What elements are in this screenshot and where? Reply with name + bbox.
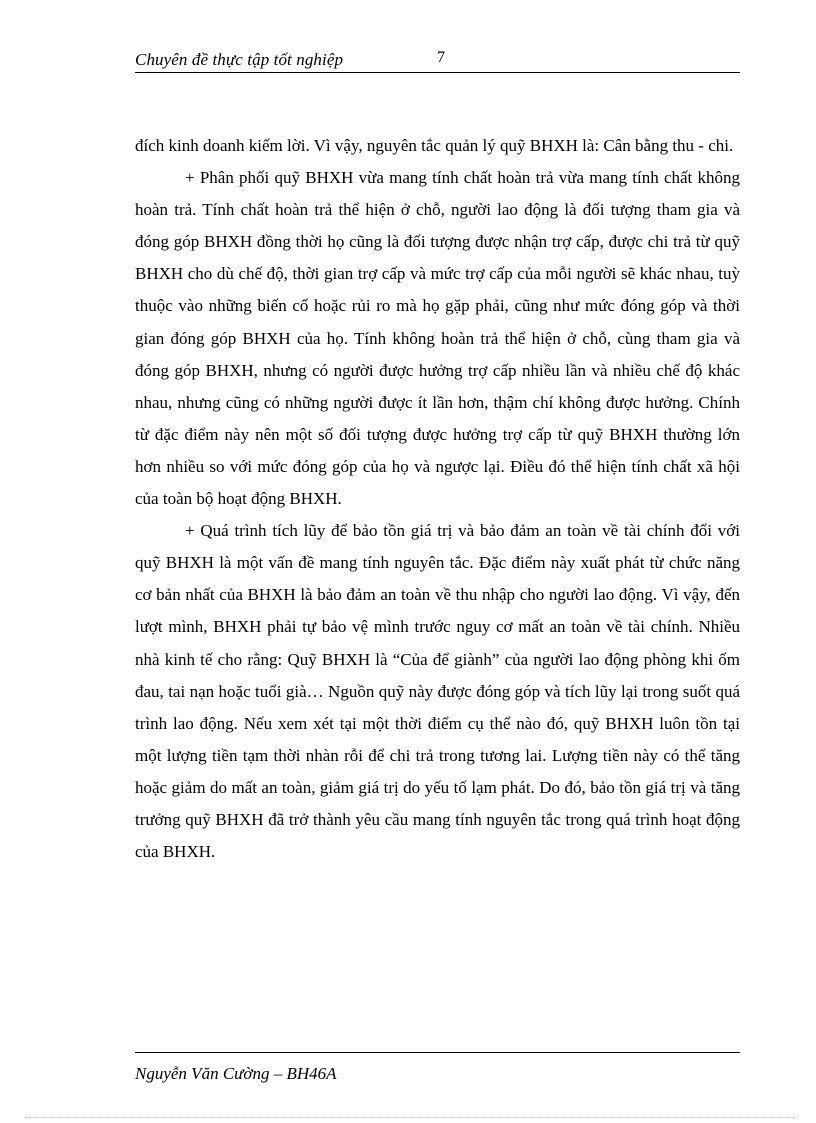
paragraph-3: + Quá trình tích lũy để bảo tồn giá trị và bảo đảm an toàn về tài chính đối với quỹ BHXH là một vấn đề mang tính nguyên tắc. Đặc điểm này xuất phát từ chức năng cơ bản nhất của BHXH là bảo đảm an toàn về thu nhập cho người lao động. Vì vậy, đến lượt mình, BHXH phải tự bảo vệ mình trước nguy cơ mất an toàn về tài chính. Nhiều nhà kinh tế cho rằng: Quỹ BHXH là “Của để giành” của người lao động phòng khi ốm đau, tai nạn hoặc tuổi già… Nguồn quỹ này được đóng góp và tích lũy lại trong suốt quá trình lao động. Nếu xem xét tại một thời điểm cụ thể nào đó, quỹ BHXH luôn tồn tại một lượng tiền tạm thời nhàn rỗi để chi trả trong tương lai. Lượng tiền này có thể tăng hoặc giảm do mất an toàn, giảm giá trị do yếu tố lạm phát. Do đó, bảo tồn giá trị và tăng trưởng quỹ BHXH đã trở thành yêu cầu mang tính nguyên tắc trong quá trình hoạt động của BHXH. <box>135 521 740 862</box>
document-title: Chuyên đề thực tập tốt nghiệp <box>135 50 344 69</box>
body-text <box>135 130 740 868</box>
page-header <box>135 44 740 73</box>
page-bottom-edge <box>25 1117 795 1118</box>
page-footer <box>135 1052 740 1083</box>
footer-author: Nguyễn Văn Cường – BH46A <box>135 1064 337 1083</box>
paragraph-1: đích kinh doanh kiếm lời. Vì vậy, nguyên tắc quản lý quỹ BHXH là: Cân bằng thu - chi. <box>135 136 734 155</box>
paragraph-2: + Phân phối quỹ BHXH vừa mang tính chất hoàn trả vừa mang tính chất không hoàn trả. Tính chất hoàn trả thể hiện ở chỗ, người lao động là đối tượng tham gia và đóng góp BHXH đồng thời họ cũng là đối tượng được nhận trợ cấp, được chi trả từ quỹ BHXH cho dù chế độ, thời gian trợ cấp và mức trợ cấp của mỗi người sẽ khác nhau, tuỳ thuộc vào những biến cố hoặc rủi ro mà họ gặp phải, cũng như mức đóng góp và thời gian đóng góp BHXH của họ. Tính không hoàn trả thể hiện ở chỗ, cùng tham gia và đóng góp BHXH, nhưng có người được hưởng trợ cấp nhiều lần và nhiều chế độ khác nhau, nhưng cũng có những người được ít lần hơn, thậm chí không được hưởng. Chính từ đặc điểm này nên một số đối tượng được hưởng trợ cấp từ quỹ BHXH thường lớn hơn nhiều so với mức đóng góp của họ và ngược lại. Điều đó thể hiện tính chất xã hội của toàn bộ hoạt động BHXH. <box>135 168 740 509</box>
page-number: 7 <box>437 49 445 66</box>
